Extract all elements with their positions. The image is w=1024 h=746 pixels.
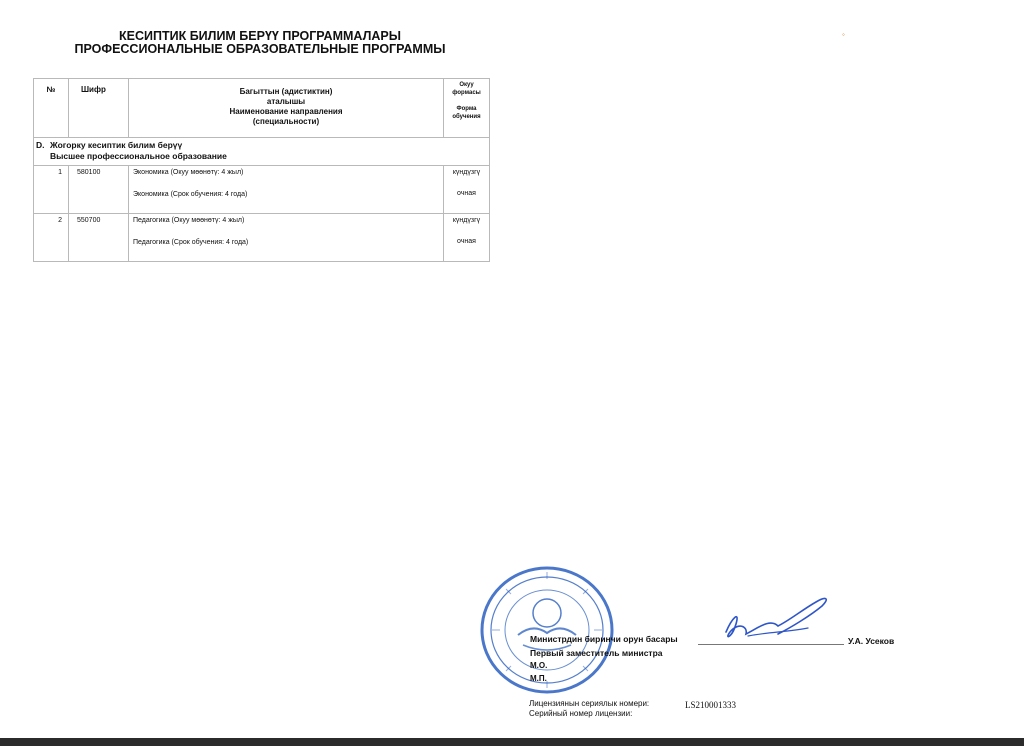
header-name <box>129 79 444 138</box>
header-form-ky-1: Окуу <box>459 82 474 88</box>
scan-edge-bar <box>0 738 1024 746</box>
row-form <box>444 214 490 262</box>
table-header-row <box>34 79 490 138</box>
section-row <box>34 138 490 166</box>
header-form-ru-1: Форма <box>456 106 477 112</box>
row-name-ru: Педагогика (Срок обучения: 4 года) <box>133 239 249 246</box>
header-code: Шифр <box>69 79 129 138</box>
row-code: 550700 <box>69 214 129 262</box>
signer-position-ky: Министрдин биринчи орун басары <box>530 634 678 644</box>
section-title-ky: Жогорку кесиптик билим берүү <box>50 140 183 150</box>
signature <box>718 588 838 648</box>
header-form-ky-2: формасы <box>452 89 481 96</box>
paper-speck: ◦ <box>842 30 845 39</box>
row-code: 580100 <box>69 166 129 214</box>
section-title-ru: Высшее профессиональное образование <box>50 151 227 161</box>
stamp-place-ky: М.О. <box>530 661 548 670</box>
license-number: LS210001333 <box>685 700 737 710</box>
header-num: № <box>34 79 69 138</box>
row-name-ky: Педагогика (Окуу мөөнөтү: 4 жыл) <box>133 217 245 224</box>
row-form-ky: күндүзгү <box>452 217 481 224</box>
table-row <box>34 166 490 214</box>
row-num: 1 <box>34 166 69 214</box>
license-label-ru: Серийный номер лицензии: <box>529 709 633 718</box>
signer-name: У.А. Усеков <box>848 636 895 646</box>
header-form-ru-2: обучения <box>452 113 481 120</box>
stamp-place-ru: М.П. <box>530 674 547 683</box>
section-title <box>34 138 490 166</box>
header-name-ru-2: (специальности) <box>252 117 320 126</box>
document-title-ky: КЕСИПТИК БИЛИМ БЕРҮҮ ПРОГРАММАЛАРЫ <box>119 29 401 43</box>
header-form <box>444 79 490 138</box>
header-name-ky-1: Багыттын (адистиктин) <box>239 87 333 96</box>
document-title-ru: ПРОФЕССИОНАЛЬНЫЕ ОБРАЗОВАТЕЛЬНЫЕ ПРОГРАММЫ <box>74 42 446 56</box>
row-form-ky: күндүзгү <box>452 169 481 176</box>
signer-position-ru: Первый заместитель министра <box>530 648 663 658</box>
row-name <box>129 214 444 262</box>
row-form-ru: очная <box>457 190 476 197</box>
row-name <box>129 166 444 214</box>
row-form-ru: очная <box>457 238 476 245</box>
official-stamp <box>478 563 616 697</box>
header-name-ru-1: Наименование направления <box>229 107 343 116</box>
table-row <box>34 214 490 262</box>
row-form <box>444 166 490 214</box>
license-label-ky: Лицензиянын сериялык номери: <box>529 699 650 708</box>
programs-table <box>33 78 490 262</box>
row-name-ru: Экономика (Срок обучения: 4 года) <box>133 191 248 198</box>
header-name-ky-2: аталышы <box>266 97 306 106</box>
row-num: 2 <box>34 214 69 262</box>
signature-line <box>698 644 844 645</box>
section-letter: D. <box>36 140 45 150</box>
row-name-ky: Экономика (Окуу мөөнөтү: 4 жыл) <box>133 169 244 176</box>
